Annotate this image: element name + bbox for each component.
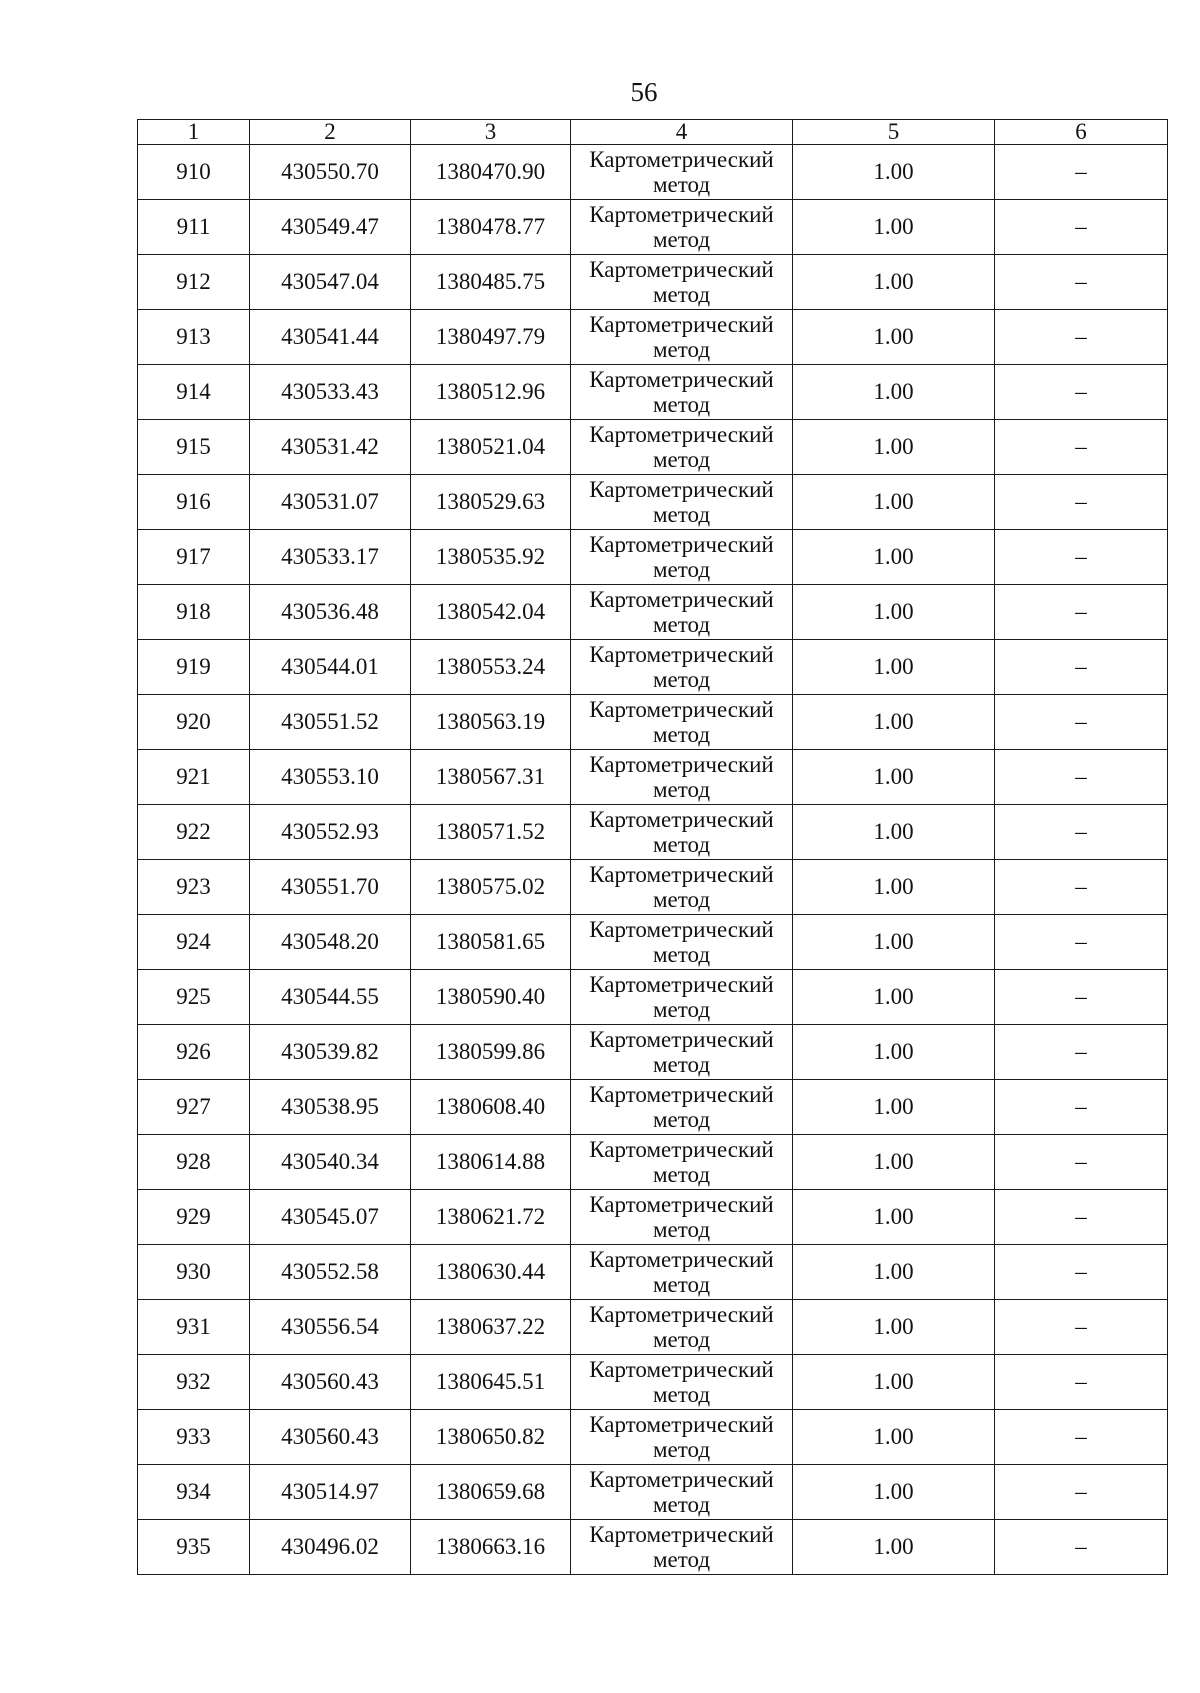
method-text-line1: Картометрический <box>589 642 774 667</box>
x-coordinate-cell: 430536.48 <box>250 585 411 640</box>
note-cell: – <box>995 750 1168 805</box>
table-row <box>138 1300 1168 1355</box>
point-number-cell: 929 <box>138 1190 250 1245</box>
x-coordinate-cell: 430533.43 <box>250 365 411 420</box>
method-cell <box>571 1520 793 1575</box>
method-cell <box>571 530 793 585</box>
x-coordinate-cell: 430539.82 <box>250 1025 411 1080</box>
accuracy-cell: 1.00 <box>793 1135 995 1190</box>
table-row <box>138 365 1168 420</box>
method-text-line1: Картометрический <box>589 422 774 447</box>
accuracy-cell: 1.00 <box>793 365 995 420</box>
x-coordinate-cell: 430548.20 <box>250 915 411 970</box>
method-text-line2: метод <box>652 557 711 582</box>
method-text-line1: Картометрический <box>589 1302 774 1327</box>
coordinates-table <box>137 119 1168 1575</box>
method-text-line1: Картометрический <box>589 1137 774 1162</box>
method-text-line2: метод <box>652 777 711 802</box>
method-text-line2: метод <box>652 1382 711 1407</box>
y-coordinate-cell: 1380621.72 <box>411 1190 571 1245</box>
note-cell: – <box>995 970 1168 1025</box>
y-coordinate-cell: 1380542.04 <box>411 585 571 640</box>
x-coordinate-cell: 430551.70 <box>250 860 411 915</box>
point-number-cell: 933 <box>138 1410 250 1465</box>
y-coordinate-cell: 1380571.52 <box>411 805 571 860</box>
method-text-line1: Картометрический <box>589 1247 774 1272</box>
accuracy-cell: 1.00 <box>793 145 995 200</box>
method-cell <box>571 365 793 420</box>
x-coordinate-cell: 430549.47 <box>250 200 411 255</box>
x-coordinate-cell: 430538.95 <box>250 1080 411 1135</box>
point-number-cell: 932 <box>138 1355 250 1410</box>
column-header: 5 <box>793 120 995 145</box>
method-text-line2: метод <box>652 997 711 1022</box>
note-cell: – <box>995 200 1168 255</box>
table-row <box>138 640 1168 695</box>
point-number-cell: 931 <box>138 1300 250 1355</box>
note-cell: – <box>995 475 1168 530</box>
point-number-cell: 919 <box>138 640 250 695</box>
method-text-line2: метод <box>652 887 711 912</box>
x-coordinate-cell: 430552.93 <box>250 805 411 860</box>
table-row <box>138 1520 1168 1575</box>
y-coordinate-cell: 1380575.02 <box>411 860 571 915</box>
y-coordinate-cell: 1380590.40 <box>411 970 571 1025</box>
method-text-line2: метод <box>652 832 711 857</box>
accuracy-cell: 1.00 <box>793 750 995 805</box>
method-text-line1: Картометрический <box>589 807 774 832</box>
method-cell <box>571 970 793 1025</box>
method-text-line2: метод <box>652 612 711 637</box>
note-cell: – <box>995 1025 1168 1080</box>
y-coordinate-cell: 1380659.68 <box>411 1465 571 1520</box>
x-coordinate-cell: 430547.04 <box>250 255 411 310</box>
accuracy-cell: 1.00 <box>793 200 995 255</box>
accuracy-cell: 1.00 <box>793 860 995 915</box>
point-number-cell: 910 <box>138 145 250 200</box>
table-row <box>138 970 1168 1025</box>
note-cell: – <box>995 1355 1168 1410</box>
accuracy-cell: 1.00 <box>793 475 995 530</box>
method-cell <box>571 255 793 310</box>
y-coordinate-cell: 1380637.22 <box>411 1300 571 1355</box>
accuracy-cell: 1.00 <box>793 420 995 475</box>
y-coordinate-cell: 1380535.92 <box>411 530 571 585</box>
method-cell <box>571 1410 793 1465</box>
page-number: 56 <box>630 77 658 107</box>
table-row <box>138 1135 1168 1190</box>
method-text-line1: Картометрический <box>589 1027 774 1052</box>
note-cell: – <box>995 1135 1168 1190</box>
note-cell: – <box>995 530 1168 585</box>
accuracy-cell: 1.00 <box>793 970 995 1025</box>
x-coordinate-cell: 430552.58 <box>250 1245 411 1300</box>
y-coordinate-cell: 1380645.51 <box>411 1355 571 1410</box>
table-row <box>138 1245 1168 1300</box>
method-cell <box>571 695 793 750</box>
table-row <box>138 1465 1168 1520</box>
table-row <box>138 530 1168 585</box>
method-cell <box>571 750 793 805</box>
x-coordinate-cell: 430496.02 <box>250 1520 411 1575</box>
accuracy-cell: 1.00 <box>793 310 995 365</box>
accuracy-cell: 1.00 <box>793 1520 995 1575</box>
method-text-line2: метод <box>652 667 711 692</box>
x-coordinate-cell: 430550.70 <box>250 145 411 200</box>
table-row <box>138 585 1168 640</box>
method-cell <box>571 145 793 200</box>
method-text-line1: Картометрический <box>589 1357 774 1382</box>
note-cell: – <box>995 585 1168 640</box>
point-number-cell: 927 <box>138 1080 250 1135</box>
method-text-line2: метод <box>652 502 711 527</box>
accuracy-cell: 1.00 <box>793 805 995 860</box>
accuracy-cell: 1.00 <box>793 640 995 695</box>
x-coordinate-cell: 430560.43 <box>250 1355 411 1410</box>
method-cell <box>571 1080 793 1135</box>
table-row <box>138 915 1168 970</box>
table-row <box>138 860 1168 915</box>
x-coordinate-cell: 430540.34 <box>250 1135 411 1190</box>
y-coordinate-cell: 1380553.24 <box>411 640 571 695</box>
point-number-cell: 926 <box>138 1025 250 1080</box>
point-number-cell: 923 <box>138 860 250 915</box>
y-coordinate-cell: 1380567.31 <box>411 750 571 805</box>
point-number-cell: 925 <box>138 970 250 1025</box>
point-number-cell: 921 <box>138 750 250 805</box>
table-row <box>138 310 1168 365</box>
method-cell <box>571 585 793 640</box>
header-row <box>138 120 1168 145</box>
x-coordinate-cell: 430551.52 <box>250 695 411 750</box>
note-cell: – <box>995 1245 1168 1300</box>
method-cell <box>571 310 793 365</box>
point-number-cell: 920 <box>138 695 250 750</box>
method-text-line1: Картометрический <box>589 972 774 997</box>
method-text-line2: метод <box>652 1547 711 1572</box>
note-cell: – <box>995 1190 1168 1245</box>
accuracy-cell: 1.00 <box>793 1410 995 1465</box>
point-number-cell: 924 <box>138 915 250 970</box>
method-text-line1: Картометрический <box>589 477 774 502</box>
point-number-cell: 917 <box>138 530 250 585</box>
point-number-cell: 913 <box>138 310 250 365</box>
y-coordinate-cell: 1380529.63 <box>411 475 571 530</box>
y-coordinate-cell: 1380512.96 <box>411 365 571 420</box>
method-text-line1: Картометрический <box>589 752 774 777</box>
accuracy-cell: 1.00 <box>793 695 995 750</box>
note-cell: – <box>995 915 1168 970</box>
x-coordinate-cell: 430553.10 <box>250 750 411 805</box>
y-coordinate-cell: 1380478.77 <box>411 200 571 255</box>
accuracy-cell: 1.00 <box>793 1025 995 1080</box>
method-cell <box>571 420 793 475</box>
table-row <box>138 1355 1168 1410</box>
point-number-cell: 914 <box>138 365 250 420</box>
table-row <box>138 805 1168 860</box>
y-coordinate-cell: 1380599.86 <box>411 1025 571 1080</box>
method-text-line1: Картометрический <box>589 1192 774 1217</box>
table-row <box>138 750 1168 805</box>
method-text-line2: метод <box>652 1107 711 1132</box>
method-cell <box>571 1465 793 1520</box>
method-text-line1: Картометрический <box>589 367 774 392</box>
method-text-line1: Картометрический <box>589 1082 774 1107</box>
point-number-cell: 915 <box>138 420 250 475</box>
method-text-line1: Картометрический <box>589 1412 774 1437</box>
method-cell <box>571 475 793 530</box>
method-cell <box>571 1245 793 1300</box>
point-number-cell: 935 <box>138 1520 250 1575</box>
x-coordinate-cell: 430556.54 <box>250 1300 411 1355</box>
method-text-line2: метод <box>652 722 711 747</box>
method-text-line2: метод <box>652 1162 711 1187</box>
table-row <box>138 200 1168 255</box>
note-cell: – <box>995 255 1168 310</box>
method-text-line1: Картометрический <box>589 1522 774 1547</box>
method-cell <box>571 1355 793 1410</box>
table-row <box>138 255 1168 310</box>
y-coordinate-cell: 1380485.75 <box>411 255 571 310</box>
point-number-cell: 911 <box>138 200 250 255</box>
accuracy-cell: 1.00 <box>793 1355 995 1410</box>
x-coordinate-cell: 430545.07 <box>250 1190 411 1245</box>
method-text-line1: Картометрический <box>589 312 774 337</box>
table-row <box>138 1410 1168 1465</box>
method-text-line1: Картометрический <box>589 697 774 722</box>
method-text-line2: метод <box>652 172 711 197</box>
method-text-line1: Картометрический <box>589 587 774 612</box>
accuracy-cell: 1.00 <box>793 915 995 970</box>
method-text-line1: Картометрический <box>589 257 774 282</box>
method-text-line2: метод <box>652 337 711 362</box>
y-coordinate-cell: 1380521.04 <box>411 420 571 475</box>
note-cell: – <box>995 310 1168 365</box>
method-cell <box>571 860 793 915</box>
method-text-line2: метод <box>652 1492 711 1517</box>
x-coordinate-cell: 430514.97 <box>250 1465 411 1520</box>
method-text-line1: Картометрический <box>589 532 774 557</box>
method-cell <box>571 1300 793 1355</box>
y-coordinate-cell: 1380470.90 <box>411 145 571 200</box>
method-text-line1: Картометрический <box>589 147 774 172</box>
point-number-cell: 916 <box>138 475 250 530</box>
method-cell <box>571 915 793 970</box>
point-number-cell: 928 <box>138 1135 250 1190</box>
accuracy-cell: 1.00 <box>793 1080 995 1135</box>
point-number-cell: 934 <box>138 1465 250 1520</box>
point-number-cell: 930 <box>138 1245 250 1300</box>
method-cell <box>571 640 793 695</box>
table-row <box>138 420 1168 475</box>
note-cell: – <box>995 1080 1168 1135</box>
y-coordinate-cell: 1380614.88 <box>411 1135 571 1190</box>
y-coordinate-cell: 1380608.40 <box>411 1080 571 1135</box>
table-row <box>138 475 1168 530</box>
note-cell: – <box>995 145 1168 200</box>
column-header: 3 <box>411 120 571 145</box>
table-row <box>138 695 1168 750</box>
method-text-line2: метод <box>652 227 711 252</box>
method-text-line2: метод <box>652 282 711 307</box>
method-cell <box>571 1135 793 1190</box>
point-number-cell: 918 <box>138 585 250 640</box>
y-coordinate-cell: 1380663.16 <box>411 1520 571 1575</box>
table-row <box>138 145 1168 200</box>
x-coordinate-cell: 430544.55 <box>250 970 411 1025</box>
note-cell: – <box>995 695 1168 750</box>
column-header: 4 <box>571 120 793 145</box>
method-cell <box>571 200 793 255</box>
method-cell <box>571 805 793 860</box>
column-header: 6 <box>995 120 1168 145</box>
method-text-line1: Картометрический <box>589 862 774 887</box>
method-text-line1: Картометрический <box>589 917 774 942</box>
method-text-line2: метод <box>652 447 711 472</box>
point-number-cell: 922 <box>138 805 250 860</box>
method-text-line1: Картометрический <box>589 202 774 227</box>
method-text-line2: метод <box>652 1052 711 1077</box>
method-text-line2: метод <box>652 1217 711 1242</box>
x-coordinate-cell: 430544.01 <box>250 640 411 695</box>
x-coordinate-cell: 430531.07 <box>250 475 411 530</box>
note-cell: – <box>995 1465 1168 1520</box>
table-row <box>138 1190 1168 1245</box>
x-coordinate-cell: 430560.43 <box>250 1410 411 1465</box>
note-cell: – <box>995 1410 1168 1465</box>
method-text-line2: метод <box>652 1327 711 1352</box>
column-header: 2 <box>250 120 411 145</box>
accuracy-cell: 1.00 <box>793 585 995 640</box>
note-cell: – <box>995 805 1168 860</box>
note-cell: – <box>995 860 1168 915</box>
x-coordinate-cell: 430531.42 <box>250 420 411 475</box>
note-cell: – <box>995 420 1168 475</box>
point-number-cell: 912 <box>138 255 250 310</box>
method-text-line2: метод <box>652 1272 711 1297</box>
note-cell: – <box>995 365 1168 420</box>
note-cell: – <box>995 1300 1168 1355</box>
accuracy-cell: 1.00 <box>793 255 995 310</box>
table-row <box>138 1080 1168 1135</box>
x-coordinate-cell: 430541.44 <box>250 310 411 365</box>
note-cell: – <box>995 640 1168 695</box>
method-cell <box>571 1025 793 1080</box>
x-coordinate-cell: 430533.17 <box>250 530 411 585</box>
y-coordinate-cell: 1380650.82 <box>411 1410 571 1465</box>
column-header: 1 <box>138 120 250 145</box>
accuracy-cell: 1.00 <box>793 1300 995 1355</box>
method-text-line1: Картометрический <box>589 1467 774 1492</box>
y-coordinate-cell: 1380630.44 <box>411 1245 571 1300</box>
method-text-line2: метод <box>652 392 711 417</box>
y-coordinate-cell: 1380497.79 <box>411 310 571 365</box>
accuracy-cell: 1.00 <box>793 1245 995 1300</box>
method-cell <box>571 1190 793 1245</box>
note-cell: – <box>995 1520 1168 1575</box>
method-text-line2: метод <box>652 942 711 967</box>
y-coordinate-cell: 1380581.65 <box>411 915 571 970</box>
table-row <box>138 1025 1168 1080</box>
method-text-line2: метод <box>652 1437 711 1462</box>
y-coordinate-cell: 1380563.19 <box>411 695 571 750</box>
accuracy-cell: 1.00 <box>793 530 995 585</box>
accuracy-cell: 1.00 <box>793 1465 995 1520</box>
accuracy-cell: 1.00 <box>793 1190 995 1245</box>
